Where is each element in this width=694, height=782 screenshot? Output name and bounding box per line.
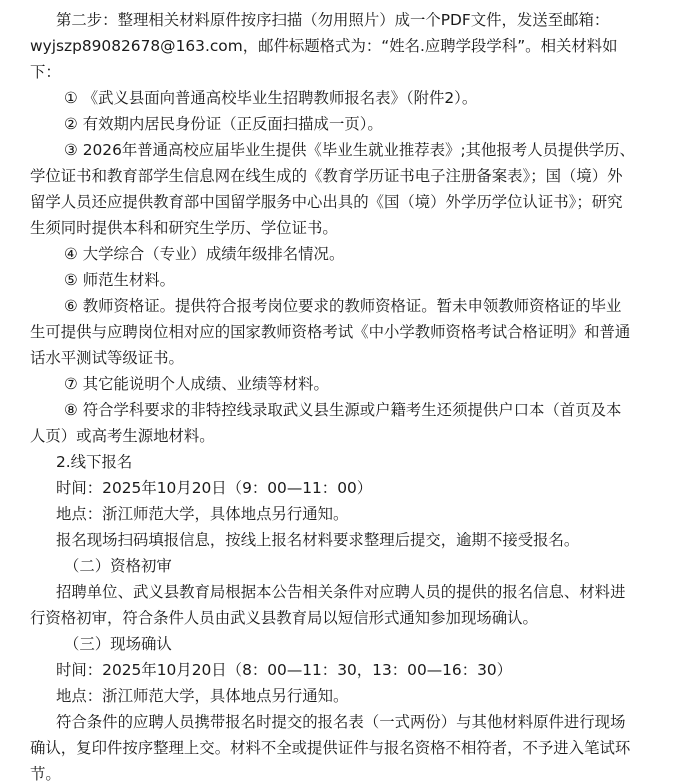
section-qualification-review-line-2: 行资格初审，符合条件人员由武义县教育局以短信形式通知参加现场确认。 [30, 609, 538, 627]
section-qualification-review-title: （二）资格初审 [64, 557, 172, 575]
section-onsite-confirmation-title: （三）现场确认 [64, 635, 172, 653]
item-4: ④ 大学综合（专业）成绩年级排名情况。 [64, 245, 345, 263]
section-onsite-confirmation-line-1: 符合条件的应聘人员携带报名时提交的报名表（一式两份）与其他材料原件进行现场 [56, 713, 626, 731]
item-6-line-2: 生可提供与应聘岗位相对应的国家教师资格考试《中小学教师资格考试合格证明》和普通 [30, 323, 631, 341]
item-3-line-3: 留学人员还应提供教育部中国留学服务中心出具的《国（境）外学历学位认证书》；研究 [30, 193, 623, 211]
item-8-line-1: ⑧ 符合学科要求的非特控线录取武义县生源或户籍考生还须提供户口本（首页及本 [64, 401, 622, 419]
offline-registration-time: 时间：2025年10月20日（9：00—11：00） [56, 479, 373, 497]
section-onsite-confirmation-time: 时间：2025年10月20日（8：00—11：30，13：00—16：30） [56, 661, 513, 679]
item-3-line-4: 生须同时提供本科和研究生学历、学位证书。 [30, 219, 338, 237]
item-7: ⑦ 其它能说明个人成绩、业绩等材料。 [64, 375, 329, 393]
offline-registration-note: 报名现场扫码填报信息，按线上报名材料要求整理后提交，逾期不接受报名。 [56, 531, 580, 549]
item-5: ⑤ 师范生材料。 [64, 271, 176, 289]
item-6-line-3: 话水平测试等级证书。 [30, 349, 184, 367]
section-onsite-confirmation-place: 地点：浙江师范大学，具体地点另行通知。 [56, 687, 349, 705]
step2-line-3: 下： [30, 63, 61, 81]
item-6-line-1: ⑥ 教师资格证。提供符合报考岗位要求的教师资格证。暂未申领教师资格证的毕业 [64, 297, 622, 315]
offline-registration-title: 2.线下报名 [56, 453, 133, 471]
item-2: ② 有效期内居民身份证（正反面扫描成一页）。 [64, 115, 383, 133]
item-3-line-2: 学位证书和教育部学生信息网在线生成的《教育学历证书电子注册备案表》；国（境）外 [30, 167, 623, 185]
item-8-line-2: 人页）或高考生源地材料。 [30, 427, 215, 445]
item-1: ① 《武义县面向普通高校毕业生招聘教师报名表》（附件2）。 [64, 89, 478, 107]
step2-line-1: 第二步：整理相关材料原件按序扫描（勿用照片）成一个PDF文件，发送至邮箱： [56, 11, 610, 29]
step2-line-2: wyjszp89082678@163.com，邮件标题格式为：“姓名.应聘学段学科”。相关材料如 [30, 37, 618, 55]
item-3-line-1: ③ 2026年普通高校应届毕业生提供《毕业生就业推荐表》;其他报考人员提供学历、 [64, 141, 635, 159]
section-onsite-confirmation-line-3: 节。 [30, 765, 61, 782]
offline-registration-place: 地点：浙江师范大学，具体地点另行通知。 [56, 505, 349, 523]
section-onsite-confirmation-line-2: 确认，复印件按序整理上交。材料不全或提供证件与报名资格不相符者，不予进入笔试环 [30, 739, 631, 757]
section-qualification-review-line-1: 招聘单位、武义县教育局根据本公告相关条件对应聘人员的提供的报名信息、材料进 [56, 583, 626, 601]
